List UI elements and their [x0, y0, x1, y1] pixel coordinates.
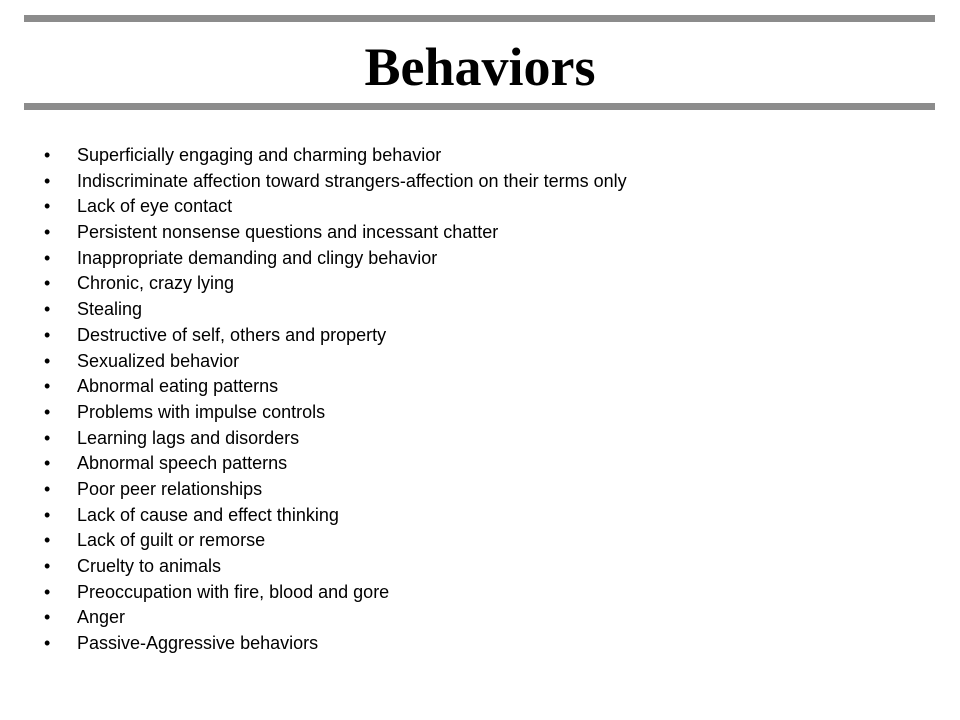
- list-item: [0, 477, 960, 503]
- bullet-icon: •: [44, 350, 51, 371]
- list-item: [0, 323, 960, 349]
- bullet-icon: •: [44, 581, 51, 602]
- list-item: [0, 400, 960, 426]
- bullet-icon: •: [44, 273, 51, 294]
- list-item-text: Lack of guilt or remorse: [77, 530, 266, 551]
- bottom-divider: [24, 103, 935, 110]
- list-item-text: Chronic, crazy lying: [77, 273, 235, 294]
- list-item-text: Preoccupation with fire, blood and gore: [77, 581, 390, 602]
- list-item-text: Destructive of self, others and property: [77, 324, 387, 345]
- list-item-text: Passive-Aggressive behaviors: [77, 633, 319, 654]
- bullet-icon: •: [44, 376, 51, 397]
- list-item-text: Abnormal eating patterns: [77, 376, 279, 397]
- list-item-text: Indiscriminate affection toward strangers-affection on their terms only: [77, 170, 627, 191]
- bullet-icon: •: [44, 170, 51, 191]
- list-item: [0, 426, 960, 452]
- list-item-text: Sexualized behavior: [77, 350, 240, 371]
- list-item: [0, 246, 960, 272]
- bullet-icon: •: [44, 401, 51, 422]
- bullet-icon: •: [44, 222, 51, 243]
- list-item-text: Problems with impulse controls: [77, 401, 326, 422]
- list-item: [0, 349, 960, 375]
- top-divider: [24, 15, 935, 22]
- bullet-icon: •: [44, 478, 51, 499]
- list-item: [0, 580, 960, 606]
- list-item: [0, 220, 960, 246]
- list-item: [0, 503, 960, 529]
- bullet-icon: •: [44, 556, 51, 576]
- list-item: [0, 143, 960, 169]
- list-item: [0, 528, 960, 554]
- bullet-icon: •: [44, 427, 51, 448]
- bullet-icon: •: [44, 607, 51, 628]
- list-item: [0, 631, 960, 657]
- bullet-icon: •: [44, 633, 51, 654]
- list-item: [0, 194, 960, 220]
- list-item: [0, 451, 960, 477]
- list-item-text: Superficially engaging and charming behavior: [77, 145, 442, 165]
- list-item-text: Poor peer relationships: [77, 478, 263, 499]
- list-item-text: Abnormal speech patterns: [77, 453, 288, 474]
- behavior-list: [0, 143, 960, 657]
- bullet-icon: •: [44, 324, 51, 345]
- bullet-icon: •: [44, 145, 51, 165]
- list-item-text: Lack of cause and effect thinking: [77, 504, 339, 525]
- list-item-text: Stealing: [77, 299, 143, 320]
- list-item-text: Anger: [77, 607, 126, 628]
- bullet-icon: •: [44, 530, 51, 551]
- list-item-text: Inappropriate demanding and clingy behavior: [77, 247, 438, 268]
- list-item-text: Learning lags and disorders: [77, 427, 300, 448]
- list-item-text: Cruelty to animals: [77, 556, 222, 576]
- list-item: [0, 554, 960, 580]
- slide-title: Behaviors: [364, 37, 596, 97]
- list-item: [0, 374, 960, 400]
- list-item-text: Lack of eye contact: [77, 196, 233, 217]
- list-item: [0, 271, 960, 297]
- bullet-icon: •: [44, 504, 51, 525]
- bullet-icon: •: [44, 196, 51, 217]
- bullet-icon: •: [44, 453, 51, 474]
- bullet-icon: •: [44, 299, 51, 320]
- list-item: [0, 605, 960, 631]
- list-item-text: Persistent nonsense questions and incessant chatter: [77, 222, 499, 243]
- list-item: [0, 297, 960, 323]
- list-item: [0, 169, 960, 195]
- bullet-icon: •: [44, 247, 51, 268]
